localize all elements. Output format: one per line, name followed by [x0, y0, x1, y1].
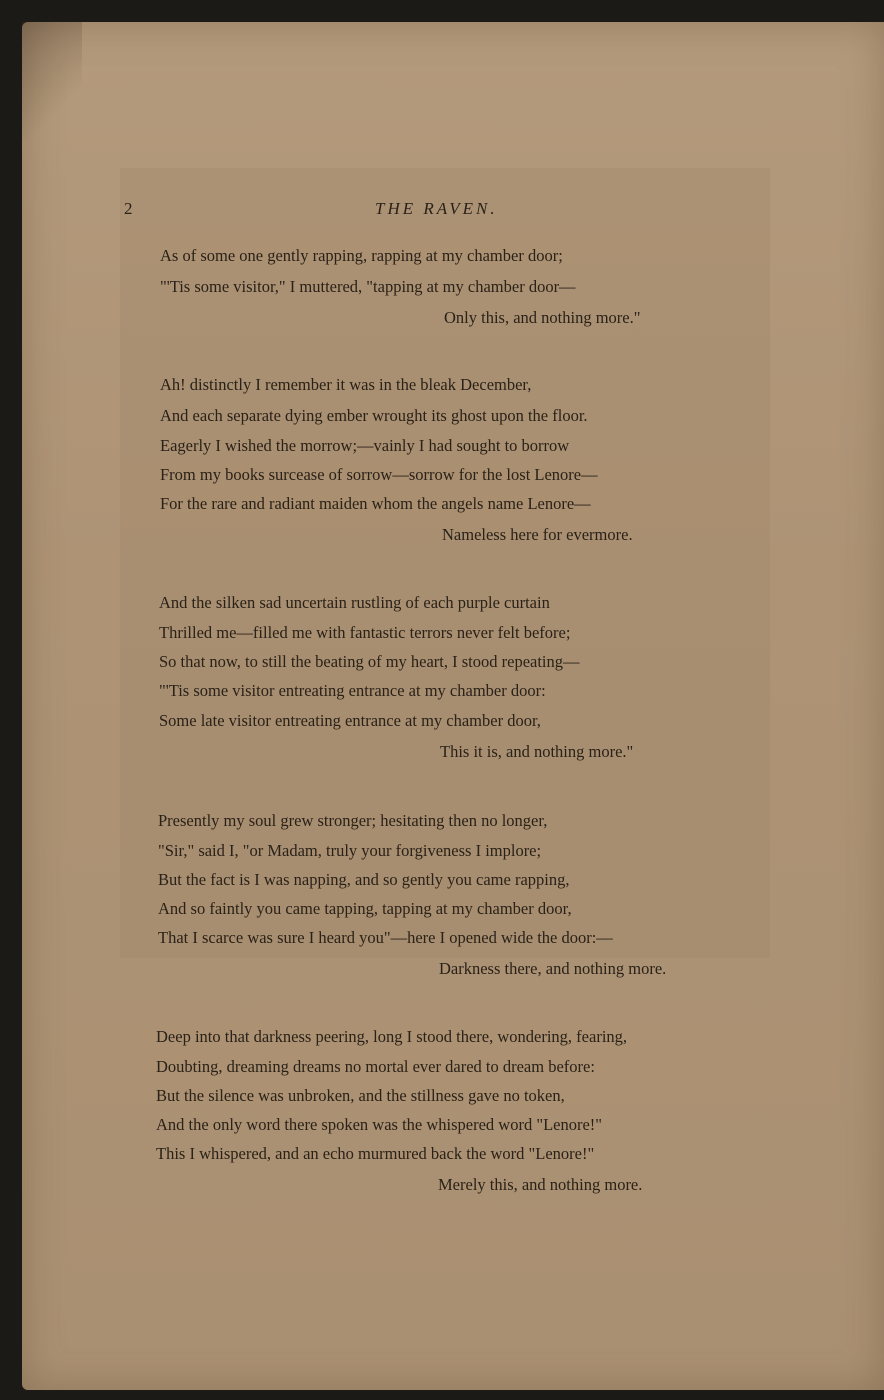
- refrain-line: This it is, and nothing more.": [440, 742, 634, 761]
- poem-line: Deep into that darkness peering, long I stood there, wondering, fearing,: [156, 1027, 628, 1046]
- poem-line: Thrilled me—filled me with fantastic terrors never felt before;: [159, 623, 571, 642]
- poem-line: "'Tis some visitor entreating entrance at my chamber door:: [159, 681, 546, 700]
- poem-line: As of some one gently rapping, rapping at my chamber door;: [160, 246, 563, 265]
- poem-line: "Sir," said I, "or Madam, truly your forgiveness I implore;: [158, 841, 542, 860]
- poem-line: But the silence was unbroken, and the stillness gave no token,: [156, 1086, 565, 1105]
- refrain-line: Darkness there, and nothing more.: [439, 959, 667, 978]
- poem-line: This I whispered, and an echo murmured back the word "Lenore!": [156, 1144, 595, 1163]
- poem-line: And the silken sad uncertain rustling of each purple curtain: [159, 593, 550, 612]
- page-number: 2: [124, 199, 133, 218]
- poem-line: From my books surcease of sorrow—sorrow for the lost Lenore—: [160, 465, 598, 484]
- poem-line: Ah! distinctly I remember it was in the bleak December,: [160, 375, 532, 394]
- refrain-line: Only this, and nothing more.": [444, 308, 641, 327]
- poem-line: But the fact is I was napping, and so gently you came rapping,: [158, 870, 570, 889]
- poem-line: Some late visitor entreating entrance at my chamber door,: [159, 711, 541, 730]
- poem-line: Doubting, dreaming dreams no mortal ever dared to dream before:: [156, 1057, 595, 1076]
- refrain-line: Merely this, and nothing more.: [438, 1175, 643, 1194]
- poem-line: "'Tis some visitor," I muttered, "tapping at my chamber door—: [160, 277, 576, 296]
- poem-line: And so faintly you came tapping, tapping at my chamber door,: [158, 899, 572, 918]
- poem-line: For the rare and radiant maiden whom the angels name Lenore—: [160, 494, 591, 513]
- poem-line: That I scarce was sure I heard you"—here I opened wide the door:—: [158, 928, 613, 947]
- poem-line: And the only word there spoken was the whispered word "Lenore!": [156, 1115, 603, 1134]
- running-head-title: THE RAVEN.: [375, 199, 498, 218]
- poem-line: Presently my soul grew stronger; hesitating then no longer,: [158, 811, 548, 830]
- poem-line: So that now, to still the beating of my heart, I stood repeating—: [159, 652, 580, 671]
- refrain-line: Nameless here for evermore.: [442, 525, 633, 544]
- poem-line: And each separate dying ember wrought its ghost upon the floor.: [160, 406, 588, 425]
- poem-line: Eagerly I wished the morrow;—vainly I had sought to borrow: [160, 436, 570, 455]
